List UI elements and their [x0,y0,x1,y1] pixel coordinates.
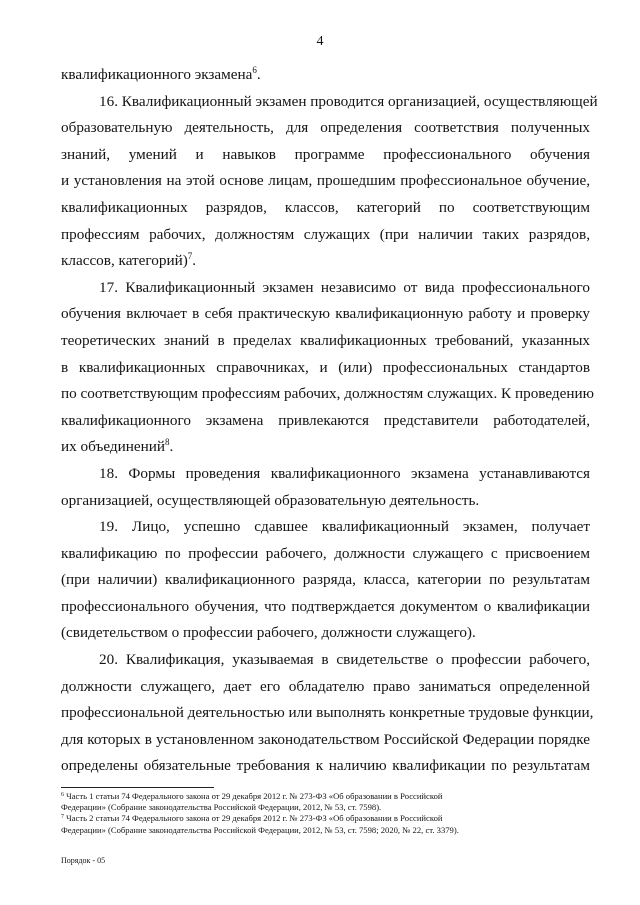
footnote-line [61,791,581,802]
text-line [61,434,590,461]
document-code: Порядок - 05 [61,856,106,865]
body-text [61,62,598,780]
footnote-ref-8: 8 [164,437,170,448]
page-number: 4 [316,34,324,49]
footnote-marker: 7 [61,814,64,821]
footnote-line [61,825,581,836]
text-line-end: . [192,252,197,270]
footnote-ref-6: 6 [252,65,257,75]
text-line: 19. Лицо, успешно сдавшее квалификационный экзамен, получает [99,518,590,536]
text-line: для которых в установленном законодательством Российской Федерации порядке [61,730,590,748]
text-line: (свидетельством о профессии рабочего, должности служащего). [61,624,476,642]
text-line-content: классов, категорий) [61,252,188,270]
text-line: 20. Квалификация, указываемая в свидетельстве о профессии рабочего, [99,651,590,669]
text-line-end: . [256,66,261,83]
text-line: знаний, умений и навыков программе профессионального обучения [61,145,590,163]
text-line: квалификационного экзамена привлекаются представители работодателей, [61,411,590,429]
text-line: в квалификационных справочниках, и (или) профессиональных стандартов [61,358,590,376]
footnote-marker: 6 [61,792,64,798]
footnote-text: Часть 2 статьи 74 Федерального закона от 29 декабря 2012 г. № 273-ФЗ «Об образовании в Российской [64,813,443,824]
text-line: 17. Квалификационный экзамен независимо от вида профессионального [99,278,590,296]
footnote-separator [61,787,214,788]
text-line: 18. Формы проведения квалификационного экзамена устанавливаются [99,464,590,482]
footnote-text: Федерации» (Собрание законодательства Российской Федерации, 2012, № 53, ст. 7598; 2020, № 22, ст. 3379). [61,824,459,835]
footnote-ref-7: 7 [187,251,193,262]
text-line: определены обязательные требования к наличию квалификации по результатам [61,757,590,775]
text-line [61,248,590,275]
text-line-end: . [169,438,174,456]
footnote-line [61,813,581,824]
footnote-text: Федерации» (Собрание законодательства Российской Федерации, 2012, № 53, ст. 7598). [61,802,382,813]
footnote-text: Часть 1 статьи 74 Федерального закона от 29 декабря 2012 г. № 273-ФЗ «Об образовании в Российской [64,791,443,801]
text-line: квалификационных разрядов, классов, категорий по соответствующим [61,198,590,216]
footnote-line [61,802,581,813]
text-line: теоретических знаний в пределах квалификационных требований, указанных [61,331,590,349]
text-line-content: их объединений [61,438,165,456]
text-line: профессионального обучения, что подтверждается документом о квалификации [61,597,590,615]
text-line: образовательную деятельность, для определения соответствия полученных [61,119,590,137]
text-line: квалификацию по профессии рабочего, должности служащего с присвоением [61,544,590,562]
footnotes [61,791,581,836]
text-line [61,62,590,89]
text-line: профессиям рабочих, должностям служащих (при наличии таких разрядов, [61,225,590,243]
text-line: и установления на этой основе лицам, прошедшим профессиональное обучение, [61,172,590,190]
text-line: по соответствующим профессиям рабочих, должностям служащих. К проведению [61,385,594,403]
text-line: организацией, осуществляющей образовательную деятельность. [61,491,480,509]
text-line: должности служащего, дает его обладателю право заниматься определенной [61,677,590,695]
text-line: 16. Квалификационный экзамен проводится организацией, осуществляющей [99,92,598,110]
text-line: (при наличии) квалификационного разряда, класса, категории по результатам [61,571,590,589]
text-line: обучения включает в себя практическую квалификационную работу и проверку [61,305,590,323]
text-line: профессиональной деятельностью или выполнять конкретные трудовые функции, [61,704,594,722]
text-line-content: квалификационного экзамена [61,66,253,83]
